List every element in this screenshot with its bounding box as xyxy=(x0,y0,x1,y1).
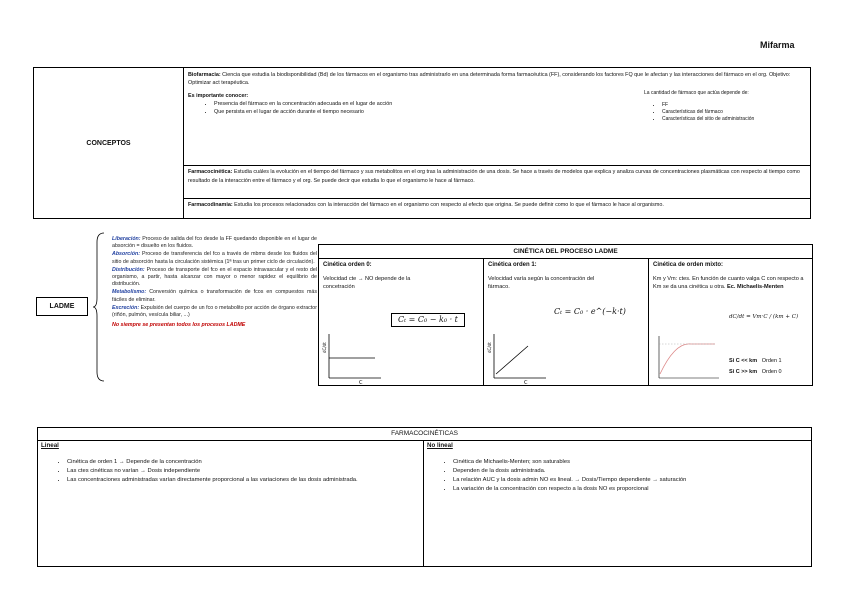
ladme-term: Liberación: xyxy=(112,236,141,242)
orden1-graph xyxy=(488,332,548,384)
orden1-formula: Cₜ = C₀ · e^(−k·t) xyxy=(554,307,626,316)
orden1-title: Cinética orden 1: xyxy=(488,262,537,268)
farmacocineticas-title: FARMACOCINÉTICAS xyxy=(38,428,811,441)
ladme-text: Proceso de transferencia del fco a través de mbms desde los fluidos del sitio de absorción hasta la circulación sistémica (1ª tras un primer ciclo de circulación). xyxy=(112,251,317,265)
farmacocineticas-table xyxy=(37,427,812,567)
mixto-text xyxy=(653,275,808,291)
orden1-cell xyxy=(484,258,649,385)
farmacocinetica-cell xyxy=(184,166,810,199)
biofarmacia-cell xyxy=(184,68,810,166)
formula-rhs: Vm·C / (km + C) xyxy=(752,314,799,320)
ladme-text: Proceso de salida del fco desde la FF quedando disponible en el lugar de absorción = disuelto en los fluidos. xyxy=(112,236,317,250)
orden1-ylabel: dC/dt xyxy=(487,342,492,353)
rule2: Si C >> km xyxy=(729,369,758,375)
no-lineal-cell xyxy=(424,440,811,566)
biofarmacia-text: Ciencia que estudia la biodisponibilidad (Bd) de los fármacos en el organismo tras administrarlo en una determinada forma farmacéutica (FF), considerando los factores FQ que le afectan y las interacciones del fármaco en el org. Objetivo: Optimizar act terapéutica. xyxy=(188,72,791,86)
conceptos-label-cell xyxy=(34,68,184,218)
farmacocinetica-text: Estudia cuáles la evolución en el tiempo del fármaco y sus metabolitos en el org tras la administración de una dosis. Se hace a través de modelos que explica y analiza curvas de concentraciones plasmáticas con respecto al tiempo como resultado de la interacción entre el fármaco y el org. Se puede decir que estudia lo que el organismo le hace al fármaco. xyxy=(188,169,800,184)
orden0-ylabel: dC/dt xyxy=(322,342,327,353)
formula-lhs: dC/dt xyxy=(729,314,745,320)
list-item: • Presencia del fármaco en la concentración adecuada en el lugar de acción xyxy=(214,100,806,108)
mixto-description: Km y Vm: ctes. En función de cuanto valga C con respecto a Km se da una cinética u otra. xyxy=(653,276,804,290)
mixto-rules xyxy=(729,356,782,378)
conceptos-label: CONCEPTOS xyxy=(86,140,131,147)
ladme-text: Expulsión del cuerpo de un fco o metabolito por acción de órgano extractor (riñón, pulmón, vesícula biliar, ...) xyxy=(112,304,317,319)
list-item: • Que persista en el lugar de acción durante el tiempo necesario xyxy=(214,108,806,116)
conceptos-table xyxy=(33,67,811,219)
ladme-text: Conversión química o transformación de fcos en compuestos más fáciles de eliminar. xyxy=(112,289,317,303)
list-item: • La relación AUC y la dosis admin NO es lineal. → Dosis/Tiempo dependiente → saturación xyxy=(453,476,808,484)
mixto-equation-name: Ec. Michaelis-Menten xyxy=(727,284,784,290)
ladme-item xyxy=(112,236,317,250)
ladme-term: Absorción: xyxy=(112,251,140,258)
mixto-graph xyxy=(653,334,723,382)
list-item: • FF xyxy=(662,102,804,109)
orden0-text: Velocidad cte → NO depende de la concetración xyxy=(323,276,411,290)
no-lineal-title: No lineal xyxy=(427,442,453,449)
farmacodinamia-cell xyxy=(184,199,810,218)
cinetica-table xyxy=(318,244,813,386)
cinetica-title: CINÉTICA DEL PROCESO LADME xyxy=(319,245,812,259)
farmacodinamia-text: Estudia los procesos relacionados con la interacción del fármaco en el organismo con respecto al efecto que origina. Se puede definir como lo que el fármaco le hace al organismo. xyxy=(234,202,664,208)
mixto-formula: dC/dt = Vm·C / (km + C) xyxy=(729,314,799,320)
side-note-title: La cantidad de fármaco que actúa depende de: xyxy=(644,90,749,96)
list-item: • Cinética de Michaelis-Menten; son saturables xyxy=(453,458,808,466)
rule2-result: Orden 0 xyxy=(761,369,782,375)
lineal-list xyxy=(41,458,420,484)
ladme-term: Excreción: xyxy=(112,304,140,311)
list-item: • Las concentraciones administradas varían directamente proporcional a las variaciones de las dosis administrada. xyxy=(67,476,420,484)
mixto-cell xyxy=(649,258,812,385)
farmacodinamia-title: Farmacodinamia: xyxy=(188,202,233,208)
list-item: • La variación de la concentración con respecto a la dosis NO es proporcional xyxy=(453,485,808,493)
biofarmacia-title: Biofarmacia: xyxy=(188,72,221,78)
ladme-term: Distribución: xyxy=(112,266,145,273)
ladme-label: LADME xyxy=(36,297,88,316)
farmacocinetica-title: Farmacocinética: xyxy=(188,169,233,175)
orden0-cell xyxy=(319,258,484,385)
ladme-item xyxy=(112,305,317,319)
list-item: • Cinética de orden 1 → Depende de la concentración xyxy=(67,458,420,466)
side-note xyxy=(644,90,804,123)
list-item: • Características del sitio de administración xyxy=(662,116,804,123)
ladme-text: Proceso de transporte del fco en el espacio intravascular y el resto del organismo, a partir, hasta alcanzar con mayor o menor rapidez el equilibrio de distribución. xyxy=(112,266,317,288)
orden0-formula: Cₜ = C₀ − k₀ · t xyxy=(391,313,465,327)
rule1: Si C << km xyxy=(729,358,758,364)
curly-brace-icon xyxy=(93,232,105,382)
ladme-item xyxy=(112,251,317,265)
orden0-graph xyxy=(323,332,383,384)
list-item: • Dependen de la dosis administrada. xyxy=(453,467,808,475)
orden0-title: Cinética orden 0: xyxy=(323,262,372,268)
ladme-definitions xyxy=(112,236,317,330)
lineal-title: Lineal xyxy=(41,442,59,449)
no-lineal-list xyxy=(427,458,808,493)
lineal-cell xyxy=(38,440,424,566)
ladme-term: Metabolismo: xyxy=(112,289,147,296)
orden1-text: Velocidad varía según la concentración del fármaco. xyxy=(488,276,595,290)
ladme-note: No siempre se presentan todos los procesos LADME xyxy=(112,322,246,329)
orden0-xlabel: C xyxy=(359,380,363,386)
list-item: • Características del fármaco xyxy=(662,109,804,116)
rule1-result: Orden 1 xyxy=(761,358,782,364)
ladme-item xyxy=(112,267,317,289)
brand-name: Mifarma xyxy=(760,40,795,50)
mixto-title: Cinética de orden mixto: xyxy=(653,262,724,268)
list-item: • Las ctes cinéticas no varían → Dosis independiente xyxy=(67,467,420,475)
ladme-item xyxy=(112,289,317,303)
orden1-xlabel: C xyxy=(524,380,528,386)
important-title: Es importante conocer: xyxy=(188,93,249,99)
